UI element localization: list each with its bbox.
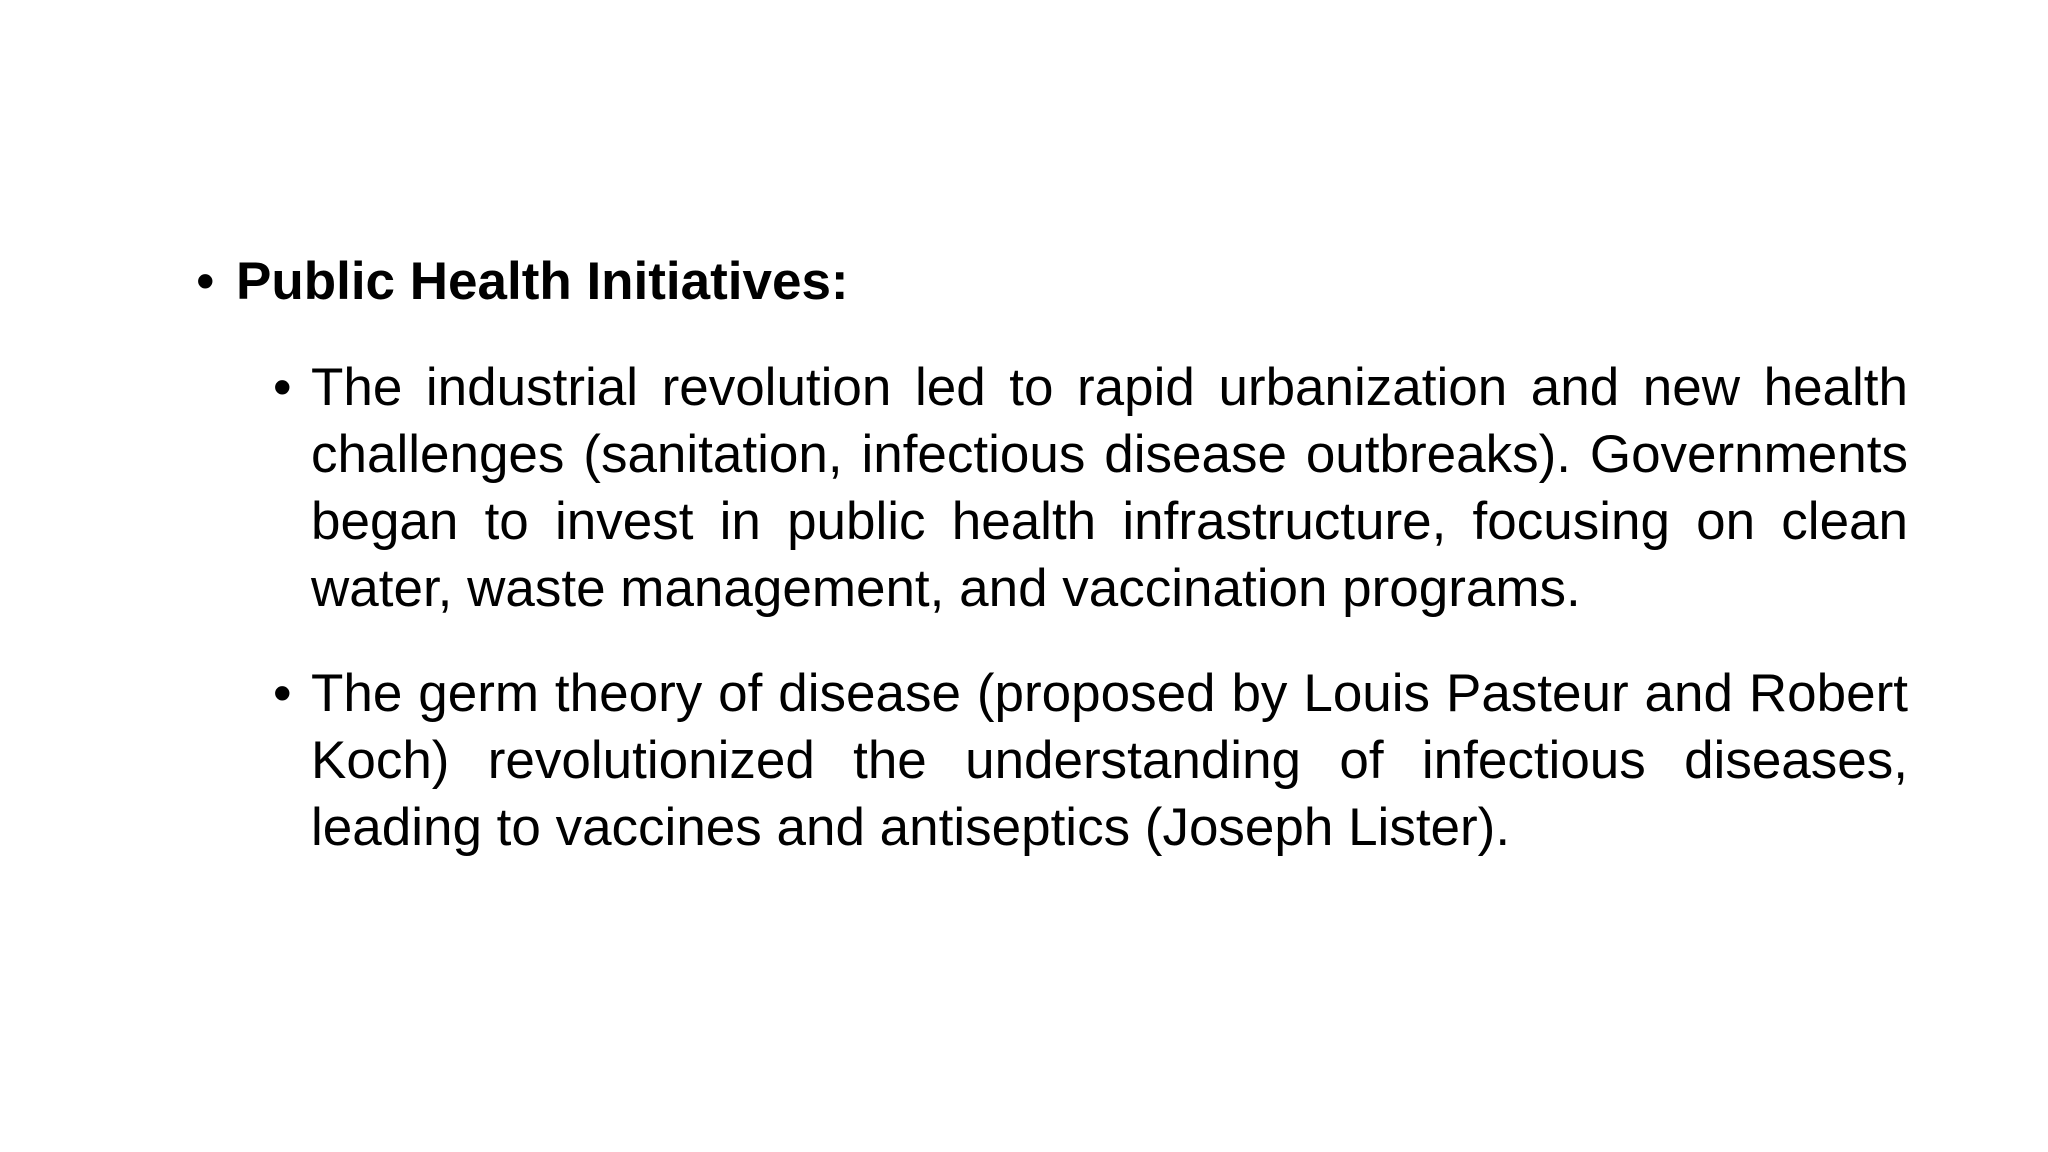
- sub-bullet-list: [273, 354, 1908, 861]
- heading-text: Public Health Initiatives:: [236, 252, 849, 311]
- bullet-icon: •: [273, 358, 292, 417]
- sub-bullet-item: [273, 354, 1908, 622]
- bullet-icon: •: [273, 664, 292, 723]
- slide-content: [196, 250, 1908, 899]
- bullet-icon: •: [196, 252, 215, 311]
- sub-bullet-item: [273, 660, 1908, 861]
- heading-bullet-item: [196, 250, 1908, 314]
- sub-bullet-text: The industrial revolution led to rapid urbanization and new health challenges (sanitation, infectious disease outbreaks). Governments began to invest in public health infrastructure, focusing on clean water, waste management, and vaccination programs.: [311, 358, 1908, 618]
- sub-bullet-text: The germ theory of disease (proposed by Louis Pasteur and Robert Koch) revolutionized the understanding of infectious diseases, leading to vaccines and antiseptics (Joseph Lister).: [311, 664, 1908, 857]
